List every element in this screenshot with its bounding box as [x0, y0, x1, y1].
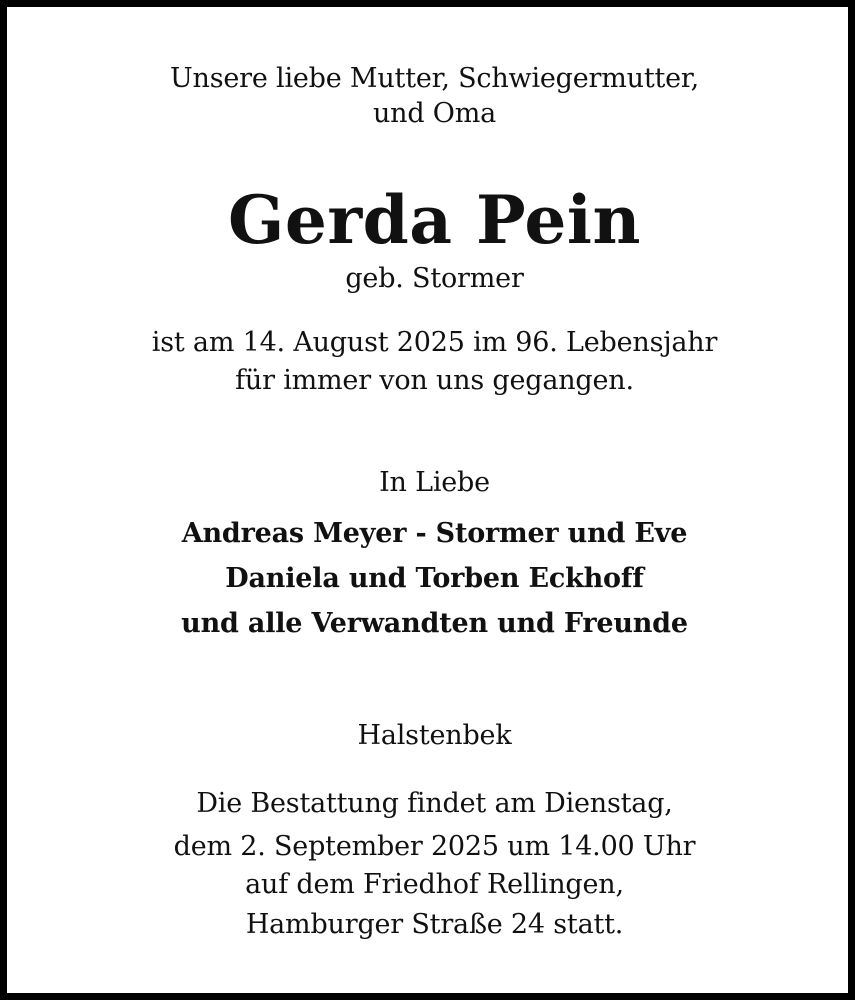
funeral-line-4: Hamburger Straße 24 statt. [245, 909, 624, 940]
passing-line-1: ist am 14. August 2025 im 96. Lebensjahr [151, 327, 718, 358]
mourner-line-3: und alle Verwandten und Freunde [181, 608, 688, 639]
mourner-line-2: Daniela und Torben Eckhoff [225, 563, 644, 594]
funeral-line-1: Die Bestattung findet am Dienstag, [196, 788, 673, 819]
in-love-label: In Liebe [379, 467, 490, 498]
funeral-line-3: auf dem Friedhof Rellingen, [245, 869, 624, 900]
deceased-name: Gerda Pein [228, 181, 641, 259]
funeral-line-2: dem 2. September 2025 um 14.00 Uhr [173, 831, 696, 862]
place-name: Halstenbek [357, 720, 512, 751]
intro-line-2: und Oma [372, 98, 497, 129]
mourner-line-1: Andreas Meyer - Stormer und Eve [181, 518, 688, 549]
intro-line-1: Unsere liebe Mutter, Schwiegermutter, [169, 63, 700, 94]
passing-line-2: für immer von uns gegangen. [235, 365, 634, 396]
birth-name: geb. Stormer [345, 263, 524, 294]
